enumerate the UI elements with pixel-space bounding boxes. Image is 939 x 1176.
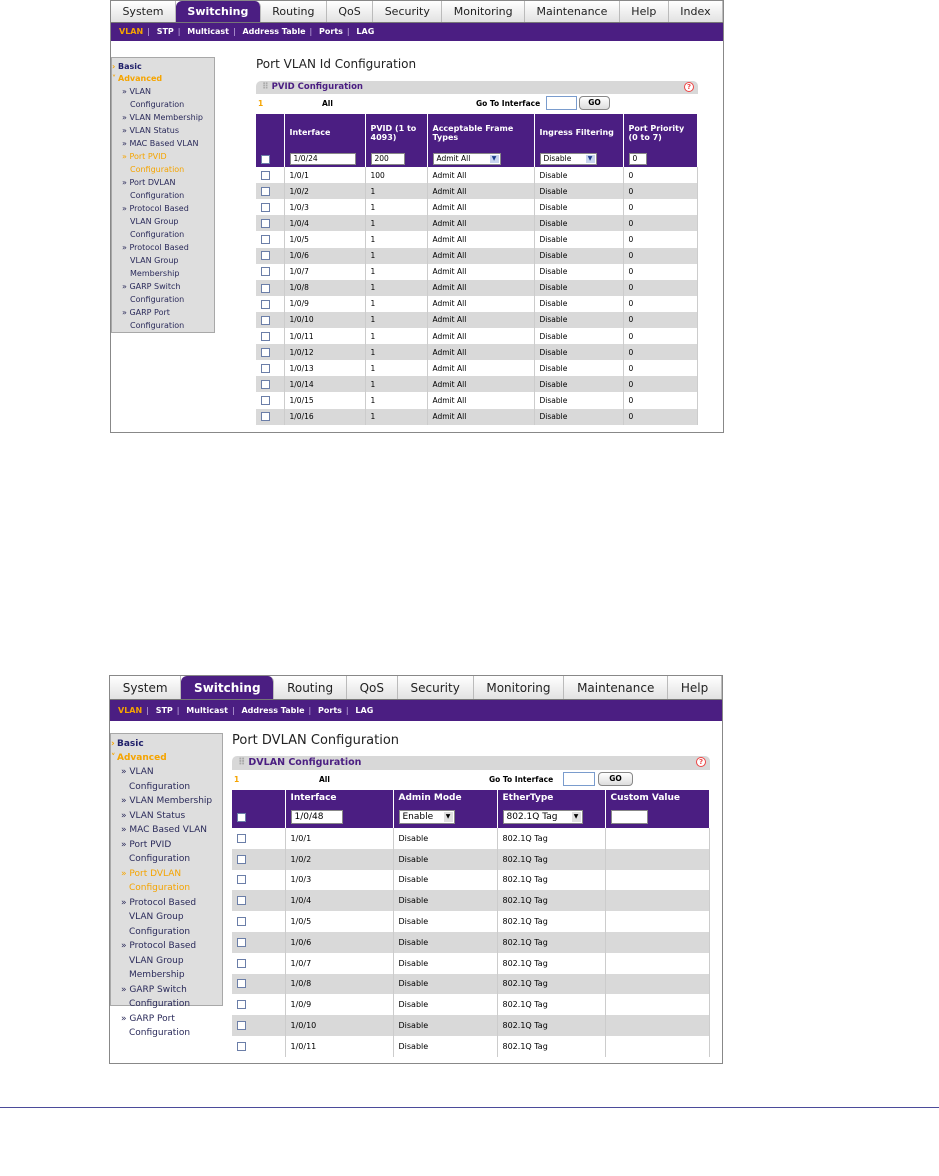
cell-port-priority: 0 bbox=[623, 280, 698, 296]
row-checkbox[interactable] bbox=[261, 412, 270, 421]
help-icon[interactable]: ? bbox=[684, 82, 694, 92]
cell-custom-value bbox=[605, 1015, 710, 1036]
pvid-screenshot bbox=[110, 0, 724, 433]
cell-pvid: 1 bbox=[365, 199, 427, 215]
cell-port-priority: 0 bbox=[623, 248, 698, 264]
col-port-priority: Port Priority (0 to 7) bbox=[623, 114, 698, 151]
cell-pvid: 1 bbox=[365, 344, 427, 360]
cell-ethertype: 802.1Q Tag bbox=[497, 911, 605, 932]
table-row bbox=[232, 870, 710, 891]
sidebar-item-vlan-configuration[interactable]: » VLAN Configuration bbox=[112, 85, 214, 111]
admin-mode-select[interactable]: Enable ▼ bbox=[399, 810, 455, 824]
cell-ethertype: 802.1Q Tag bbox=[497, 994, 605, 1015]
cell-interface: 1/0/5 bbox=[285, 911, 393, 932]
col-pvid: PVID (1 to 4093) bbox=[365, 114, 427, 151]
cell-port-priority: 0 bbox=[623, 328, 698, 344]
cell-port-priority: 0 bbox=[623, 409, 698, 425]
table-row bbox=[256, 167, 698, 183]
table-row bbox=[232, 911, 710, 932]
subnav-multicast[interactable]: Multicast bbox=[187, 27, 229, 36]
cell-frame-types: Admit All bbox=[427, 199, 534, 215]
main-tabs bbox=[110, 676, 722, 700]
row-checkbox[interactable] bbox=[261, 364, 270, 373]
cell-ingress-filtering: Disable bbox=[534, 328, 623, 344]
cell-port-priority: 0 bbox=[623, 376, 698, 392]
edit-row bbox=[256, 151, 698, 167]
cell-frame-types: Admit All bbox=[427, 231, 534, 247]
select-all-header bbox=[232, 790, 285, 806]
table-row bbox=[256, 376, 698, 392]
row-checkbox[interactable] bbox=[261, 300, 270, 309]
subnav-lag[interactable]: LAG bbox=[355, 706, 374, 715]
cell-port-priority: 0 bbox=[623, 344, 698, 360]
cell-interface: 1/0/7 bbox=[284, 264, 365, 280]
row-checkbox[interactable] bbox=[261, 235, 270, 244]
cell-pvid: 1 bbox=[365, 409, 427, 425]
chevron-down-icon: ▼ bbox=[586, 155, 595, 163]
cell-interface: 1/0/3 bbox=[285, 870, 393, 891]
cell-interface: 1/0/2 bbox=[284, 183, 365, 199]
cell-interface: 1/0/10 bbox=[284, 312, 365, 328]
cell-interface: 1/0/12 bbox=[284, 344, 365, 360]
sidebar-item-mac-based-vlan[interactable]: » MAC Based VLAN bbox=[111, 823, 222, 838]
all-label: All bbox=[319, 775, 330, 784]
row-checkbox[interactable] bbox=[261, 171, 270, 180]
cell-interface: 1/0/3 bbox=[284, 199, 365, 215]
tab-system[interactable]: System bbox=[110, 676, 181, 699]
cell-frame-types: Admit All bbox=[427, 248, 534, 264]
cell-pvid: 1 bbox=[365, 215, 427, 231]
cell-interface: 1/0/9 bbox=[285, 994, 393, 1015]
table-row bbox=[232, 1036, 710, 1057]
cell-pvid: 1 bbox=[365, 376, 427, 392]
cell-ingress-filtering: Disable bbox=[534, 167, 623, 183]
cell-port-priority: 0 bbox=[623, 360, 698, 376]
col-frame-types: Acceptable Frame Types bbox=[427, 114, 534, 151]
cell-custom-value bbox=[605, 828, 710, 849]
tab-maintenance[interactable]: Maintenance bbox=[564, 676, 668, 699]
pvid-table bbox=[256, 114, 698, 425]
cell-port-priority: 0 bbox=[623, 296, 698, 312]
cell-frame-types: Admit All bbox=[427, 376, 534, 392]
cell-ethertype: 802.1Q Tag bbox=[497, 1036, 605, 1057]
edit-row bbox=[232, 806, 710, 828]
cell-frame-types: Admit All bbox=[427, 312, 534, 328]
cell-interface: 1/0/4 bbox=[285, 890, 393, 911]
cell-port-priority: 0 bbox=[623, 215, 698, 231]
cell-pvid: 1 bbox=[365, 264, 427, 280]
panel-header bbox=[256, 81, 698, 94]
sub-navigation: VLAN | STP | Multicast | Address Table | Ports | LAG bbox=[110, 700, 722, 721]
tab-routing[interactable]: Routing bbox=[261, 1, 327, 22]
tab-index[interactable]: Index bbox=[669, 1, 723, 22]
row-checkbox[interactable] bbox=[261, 267, 270, 276]
subnav-vlan[interactable]: VLAN bbox=[118, 706, 143, 715]
cell-ethertype: 802.1Q Tag bbox=[497, 870, 605, 891]
panel-title: DVLAN Configuration bbox=[248, 757, 362, 768]
cell-port-priority: 0 bbox=[623, 231, 698, 247]
tab-monitoring[interactable]: Monitoring bbox=[474, 676, 565, 699]
cell-custom-value bbox=[605, 932, 710, 953]
priority-input[interactable]: 0 bbox=[629, 153, 647, 165]
table-row bbox=[256, 231, 698, 247]
goto-interface-input[interactable] bbox=[546, 96, 577, 110]
sidebar-item-garp-port[interactable]: » GARP Port Configuration bbox=[111, 1012, 222, 1041]
cell-interface: 1/0/7 bbox=[285, 953, 393, 974]
cell-frame-types: Admit All bbox=[427, 344, 534, 360]
cell-ingress-filtering: Disable bbox=[534, 199, 623, 215]
tab-qos[interactable]: QoS bbox=[327, 1, 373, 22]
goto-label: Go To Interface bbox=[476, 99, 541, 108]
cell-ingress-filtering: Disable bbox=[534, 312, 623, 328]
cell-interface: 1/0/5 bbox=[284, 231, 365, 247]
main-content bbox=[232, 733, 710, 1057]
sidebar-item-vlan-status[interactable]: » VLAN Status bbox=[112, 124, 214, 137]
chevron-down-icon: ▼ bbox=[490, 155, 499, 163]
cell-interface: 1/0/11 bbox=[284, 328, 365, 344]
subnav-ports[interactable]: Ports bbox=[318, 706, 342, 715]
row-checkbox[interactable] bbox=[261, 396, 270, 405]
table-row bbox=[256, 409, 698, 425]
cell-custom-value bbox=[605, 994, 710, 1015]
cell-admin-mode: Disable bbox=[393, 994, 497, 1015]
cell-ingress-filtering: Disable bbox=[534, 376, 623, 392]
cell-admin-mode: Disable bbox=[393, 974, 497, 995]
cell-port-priority: 0 bbox=[623, 312, 698, 328]
cell-ingress-filtering: Disable bbox=[534, 296, 623, 312]
cell-ethertype: 802.1Q Tag bbox=[497, 1015, 605, 1036]
cell-custom-value bbox=[605, 911, 710, 932]
dvlan-screenshot bbox=[109, 675, 723, 1064]
cell-interface: 1/0/6 bbox=[285, 932, 393, 953]
sidebar-advanced[interactable]: ˅ Advanced bbox=[112, 73, 214, 85]
sidebar-basic[interactable]: › Basic bbox=[111, 737, 222, 751]
help-icon[interactable]: ? bbox=[696, 757, 706, 767]
row-checkbox[interactable] bbox=[261, 187, 270, 196]
cell-pvid: 1 bbox=[365, 280, 427, 296]
row-checkbox[interactable] bbox=[237, 875, 246, 884]
cell-admin-mode: Disable bbox=[393, 932, 497, 953]
main-content bbox=[256, 57, 698, 425]
cell-pvid: 1 bbox=[365, 312, 427, 328]
sidebar-item-vlan-membership[interactable]: » VLAN Membership bbox=[112, 111, 214, 124]
grip-icon: ⠿ bbox=[238, 757, 246, 768]
subnav-stp[interactable]: STP bbox=[155, 706, 173, 715]
table-row bbox=[256, 296, 698, 312]
cell-custom-value bbox=[605, 890, 710, 911]
sub-navigation: VLAN | STP | Multicast | Address Table | Ports | LAG bbox=[111, 23, 723, 41]
sidebar-item-port-pvid[interactable]: » Port PVID Configuration bbox=[112, 150, 214, 176]
tab-switching[interactable]: Switching bbox=[181, 676, 274, 699]
sidebar-item-port-pvid[interactable]: » Port PVID Configuration bbox=[111, 838, 222, 867]
goto-row bbox=[256, 94, 698, 114]
cell-port-priority: 0 bbox=[623, 199, 698, 215]
table-row bbox=[256, 392, 698, 408]
table-row bbox=[232, 932, 710, 953]
sidebar-basic[interactable]: › Basic bbox=[112, 61, 214, 73]
cell-ethertype: 802.1Q Tag bbox=[497, 828, 605, 849]
table-row bbox=[256, 360, 698, 376]
table-row bbox=[256, 183, 698, 199]
cell-interface: 1/0/8 bbox=[285, 974, 393, 995]
cell-interface: 1/0/1 bbox=[285, 828, 393, 849]
go-button[interactable]: GO bbox=[598, 772, 633, 786]
cell-admin-mode: Disable bbox=[393, 953, 497, 974]
subnav-stp[interactable]: STP bbox=[156, 27, 174, 36]
sidebar-item-garp-switch[interactable]: » GARP Switch Configuration bbox=[111, 983, 222, 1012]
cell-port-priority: 0 bbox=[623, 264, 698, 280]
tab-switching[interactable]: Switching bbox=[176, 1, 261, 22]
cell-custom-value bbox=[605, 849, 710, 870]
sidebar bbox=[110, 733, 223, 1038]
cell-pvid: 1 bbox=[365, 296, 427, 312]
table-row bbox=[232, 828, 710, 849]
row-checkbox[interactable] bbox=[237, 1000, 246, 1009]
cell-interface: 1/0/10 bbox=[285, 1015, 393, 1036]
col-interface: Interface bbox=[284, 114, 365, 151]
sidebar-item-protocol-vlan-membership[interactable]: » Protocol Based VLAN Group Membership bbox=[112, 241, 214, 280]
cell-frame-types: Admit All bbox=[427, 183, 534, 199]
sidebar-item-port-dvlan[interactable]: » Port DVLAN Configuration bbox=[111, 867, 222, 896]
cell-admin-mode: Disable bbox=[393, 870, 497, 891]
cell-ingress-filtering: Disable bbox=[534, 183, 623, 199]
subnav-vlan[interactable]: VLAN bbox=[119, 27, 144, 36]
sidebar-item-vlan-membership[interactable]: » VLAN Membership bbox=[111, 794, 222, 809]
page-title: Port DVLAN Configuration bbox=[232, 733, 400, 748]
cell-frame-types: Admit All bbox=[427, 392, 534, 408]
tab-security[interactable]: Security bbox=[373, 1, 442, 22]
page-footer-rule bbox=[0, 1107, 939, 1108]
cell-custom-value bbox=[605, 953, 710, 974]
cell-ingress-filtering: Disable bbox=[534, 215, 623, 231]
cell-ingress-filtering: Disable bbox=[534, 344, 623, 360]
cell-ingress-filtering: Disable bbox=[534, 248, 623, 264]
cell-frame-types: Admit All bbox=[427, 360, 534, 376]
cell-ethertype: 802.1Q Tag bbox=[497, 974, 605, 995]
cell-ingress-filtering: Disable bbox=[534, 264, 623, 280]
sidebar bbox=[111, 57, 215, 333]
subnav-address-table[interactable]: Address Table bbox=[241, 706, 305, 715]
goto-interface-input[interactable] bbox=[563, 772, 595, 786]
table-row bbox=[256, 264, 698, 280]
ethertype-select[interactable]: 802.1Q Tag ▼ bbox=[503, 810, 583, 824]
table-row bbox=[256, 312, 698, 328]
tab-help[interactable]: Help bbox=[620, 1, 669, 22]
cell-ingress-filtering: Disable bbox=[534, 409, 623, 425]
col-admin-mode: Admin Mode bbox=[393, 790, 497, 806]
cell-ethertype: 802.1Q Tag bbox=[497, 890, 605, 911]
cell-admin-mode: Disable bbox=[393, 890, 497, 911]
tab-help[interactable]: Help bbox=[668, 676, 722, 699]
goto-row bbox=[232, 770, 710, 790]
frame-types-select[interactable]: Admit All ▼ bbox=[433, 153, 501, 165]
page-title: Port VLAN Id Configuration bbox=[256, 57, 417, 71]
cell-ingress-filtering: Disable bbox=[534, 392, 623, 408]
col-interface: Interface bbox=[285, 790, 393, 806]
table-row bbox=[232, 953, 710, 974]
table-row bbox=[232, 890, 710, 911]
sidebar-item-vlan-status[interactable]: » VLAN Status bbox=[111, 809, 222, 824]
all-label: All bbox=[322, 99, 333, 108]
sidebar-item-protocol-vlan-membership[interactable]: » Protocol Based VLAN Group Membership bbox=[111, 939, 222, 983]
table-row bbox=[256, 248, 698, 264]
subnav-lag[interactable]: LAG bbox=[356, 27, 375, 36]
table-row bbox=[256, 280, 698, 296]
cell-frame-types: Admit All bbox=[427, 296, 534, 312]
tab-qos[interactable]: QoS bbox=[347, 676, 398, 699]
cell-frame-types: Admit All bbox=[427, 264, 534, 280]
col-ingress-filtering: Ingress Filtering bbox=[534, 114, 623, 151]
entry-count: 1 bbox=[234, 775, 240, 784]
cell-frame-types: Admit All bbox=[427, 280, 534, 296]
cell-interface: 1/0/1 bbox=[284, 167, 365, 183]
cell-port-priority: 0 bbox=[623, 392, 698, 408]
cell-ingress-filtering: Disable bbox=[534, 231, 623, 247]
cell-ingress-filtering: Disable bbox=[534, 360, 623, 376]
row-checkbox[interactable] bbox=[261, 380, 270, 389]
cell-admin-mode: Disable bbox=[393, 1036, 497, 1057]
col-custom-value: Custom Value bbox=[605, 790, 710, 806]
cell-pvid: 1 bbox=[365, 231, 427, 247]
entry-count: 1 bbox=[258, 99, 264, 108]
cell-interface: 1/0/11 bbox=[285, 1036, 393, 1057]
cell-frame-types: Admit All bbox=[427, 215, 534, 231]
sidebar-item-protocol-vlan-config[interactable]: » Protocol Based VLAN Group Configuration bbox=[111, 896, 222, 940]
cell-interface: 1/0/9 bbox=[284, 296, 365, 312]
chevron-down-icon: ▼ bbox=[444, 812, 453, 822]
cell-frame-types: Admit All bbox=[427, 328, 534, 344]
cell-interface: 1/0/14 bbox=[284, 376, 365, 392]
row-checkbox[interactable] bbox=[261, 316, 270, 325]
chevron-down-icon: ▼ bbox=[572, 812, 581, 822]
row-checkbox[interactable] bbox=[237, 855, 246, 864]
cell-port-priority: 0 bbox=[623, 167, 698, 183]
row-checkbox[interactable] bbox=[261, 219, 270, 228]
row-checkbox[interactable] bbox=[237, 1042, 246, 1051]
sidebar-item-garp-port[interactable]: » GARP Port Configuration bbox=[112, 306, 214, 332]
row-checkbox[interactable] bbox=[261, 348, 270, 357]
go-button[interactable]: GO bbox=[579, 96, 610, 110]
table-row bbox=[256, 328, 698, 344]
row-checkbox[interactable] bbox=[261, 251, 270, 260]
cell-pvid: 1 bbox=[365, 183, 427, 199]
cell-admin-mode: Disable bbox=[393, 828, 497, 849]
table-row bbox=[232, 1015, 710, 1036]
row-checkbox[interactable] bbox=[261, 332, 270, 341]
cell-ethertype: 802.1Q Tag bbox=[497, 849, 605, 870]
main-tabs bbox=[111, 1, 723, 23]
cell-frame-types: Admit All bbox=[427, 409, 534, 425]
interface-input[interactable]: 1/0/48 bbox=[291, 810, 343, 824]
row-checkbox[interactable] bbox=[237, 896, 246, 905]
cell-port-priority: 0 bbox=[623, 183, 698, 199]
cell-interface: 1/0/13 bbox=[284, 360, 365, 376]
subnav-ports[interactable]: Ports bbox=[319, 27, 343, 36]
table-row bbox=[256, 199, 698, 215]
row-checkbox[interactable] bbox=[237, 834, 246, 843]
tab-security[interactable]: Security bbox=[398, 676, 474, 699]
cell-pvid: 1 bbox=[365, 248, 427, 264]
pvid-input[interactable]: 200 bbox=[371, 153, 405, 165]
cell-interface: 1/0/4 bbox=[284, 215, 365, 231]
tab-system[interactable]: System bbox=[111, 1, 176, 22]
cell-admin-mode: Disable bbox=[393, 911, 497, 932]
select-all-checkbox[interactable] bbox=[237, 813, 246, 822]
row-checkbox[interactable] bbox=[237, 917, 246, 926]
select-all-header bbox=[256, 114, 284, 151]
sidebar-item-garp-switch[interactable]: » GARP Switch Configuration bbox=[112, 280, 214, 306]
row-checkbox[interactable] bbox=[237, 938, 246, 947]
table-row bbox=[256, 215, 698, 231]
cell-interface: 1/0/6 bbox=[284, 248, 365, 264]
cell-admin-mode: Disable bbox=[393, 849, 497, 870]
grip-icon: ⠿ bbox=[262, 82, 269, 92]
cell-ethertype: 802.1Q Tag bbox=[497, 932, 605, 953]
goto-label: Go To Interface bbox=[489, 775, 554, 784]
row-checkbox[interactable] bbox=[237, 979, 246, 988]
cell-ethertype: 802.1Q Tag bbox=[497, 953, 605, 974]
cell-interface: 1/0/8 bbox=[284, 280, 365, 296]
select-all-checkbox[interactable] bbox=[261, 155, 270, 164]
cell-pvid: 100 bbox=[365, 167, 427, 183]
cell-custom-value bbox=[605, 1036, 710, 1057]
table-row bbox=[256, 344, 698, 360]
sidebar-item-vlan-configuration[interactable]: » VLAN Configuration bbox=[111, 765, 222, 794]
col-ethertype: EtherType bbox=[497, 790, 605, 806]
cell-custom-value bbox=[605, 974, 710, 995]
sidebar-item-protocol-vlan-config[interactable]: » Protocol Based VLAN Group Configuration bbox=[112, 202, 214, 241]
sidebar-item-port-dvlan[interactable]: » Port DVLAN Configuration bbox=[112, 176, 214, 202]
cell-custom-value bbox=[605, 870, 710, 891]
cell-pvid: 1 bbox=[365, 392, 427, 408]
cell-frame-types: Admit All bbox=[427, 167, 534, 183]
sidebar-item-mac-based-vlan[interactable]: » MAC Based VLAN bbox=[112, 137, 214, 150]
tab-routing[interactable]: Routing bbox=[274, 676, 347, 699]
table-row bbox=[232, 849, 710, 870]
subnav-address-table[interactable]: Address Table bbox=[242, 27, 306, 36]
table-row bbox=[232, 974, 710, 995]
interface-input[interactable]: 1/0/24 bbox=[290, 153, 356, 165]
row-checkbox[interactable] bbox=[261, 203, 270, 212]
cell-admin-mode: Disable bbox=[393, 1015, 497, 1036]
dvlan-table bbox=[232, 790, 710, 1057]
cell-interface: 1/0/2 bbox=[285, 849, 393, 870]
cell-pvid: 1 bbox=[365, 328, 427, 344]
row-checkbox[interactable] bbox=[261, 284, 270, 293]
cell-pvid: 1 bbox=[365, 360, 427, 376]
ingress-filtering-select[interactable]: Disable ▼ bbox=[540, 153, 597, 165]
cell-interface: 1/0/16 bbox=[284, 409, 365, 425]
row-checkbox[interactable] bbox=[237, 1021, 246, 1030]
cell-interface: 1/0/15 bbox=[284, 392, 365, 408]
subnav-multicast[interactable]: Multicast bbox=[186, 706, 228, 715]
sidebar-advanced[interactable]: ˅ Advanced bbox=[111, 751, 222, 765]
custom-value-input[interactable] bbox=[611, 810, 648, 824]
cell-ingress-filtering: Disable bbox=[534, 280, 623, 296]
panel-title: PVID Configuration bbox=[271, 82, 363, 92]
tab-maintenance[interactable]: Maintenance bbox=[525, 1, 620, 22]
panel-header bbox=[232, 756, 710, 770]
tab-monitoring[interactable]: Monitoring bbox=[442, 1, 525, 22]
table-row bbox=[232, 994, 710, 1015]
row-checkbox[interactable] bbox=[237, 959, 246, 968]
